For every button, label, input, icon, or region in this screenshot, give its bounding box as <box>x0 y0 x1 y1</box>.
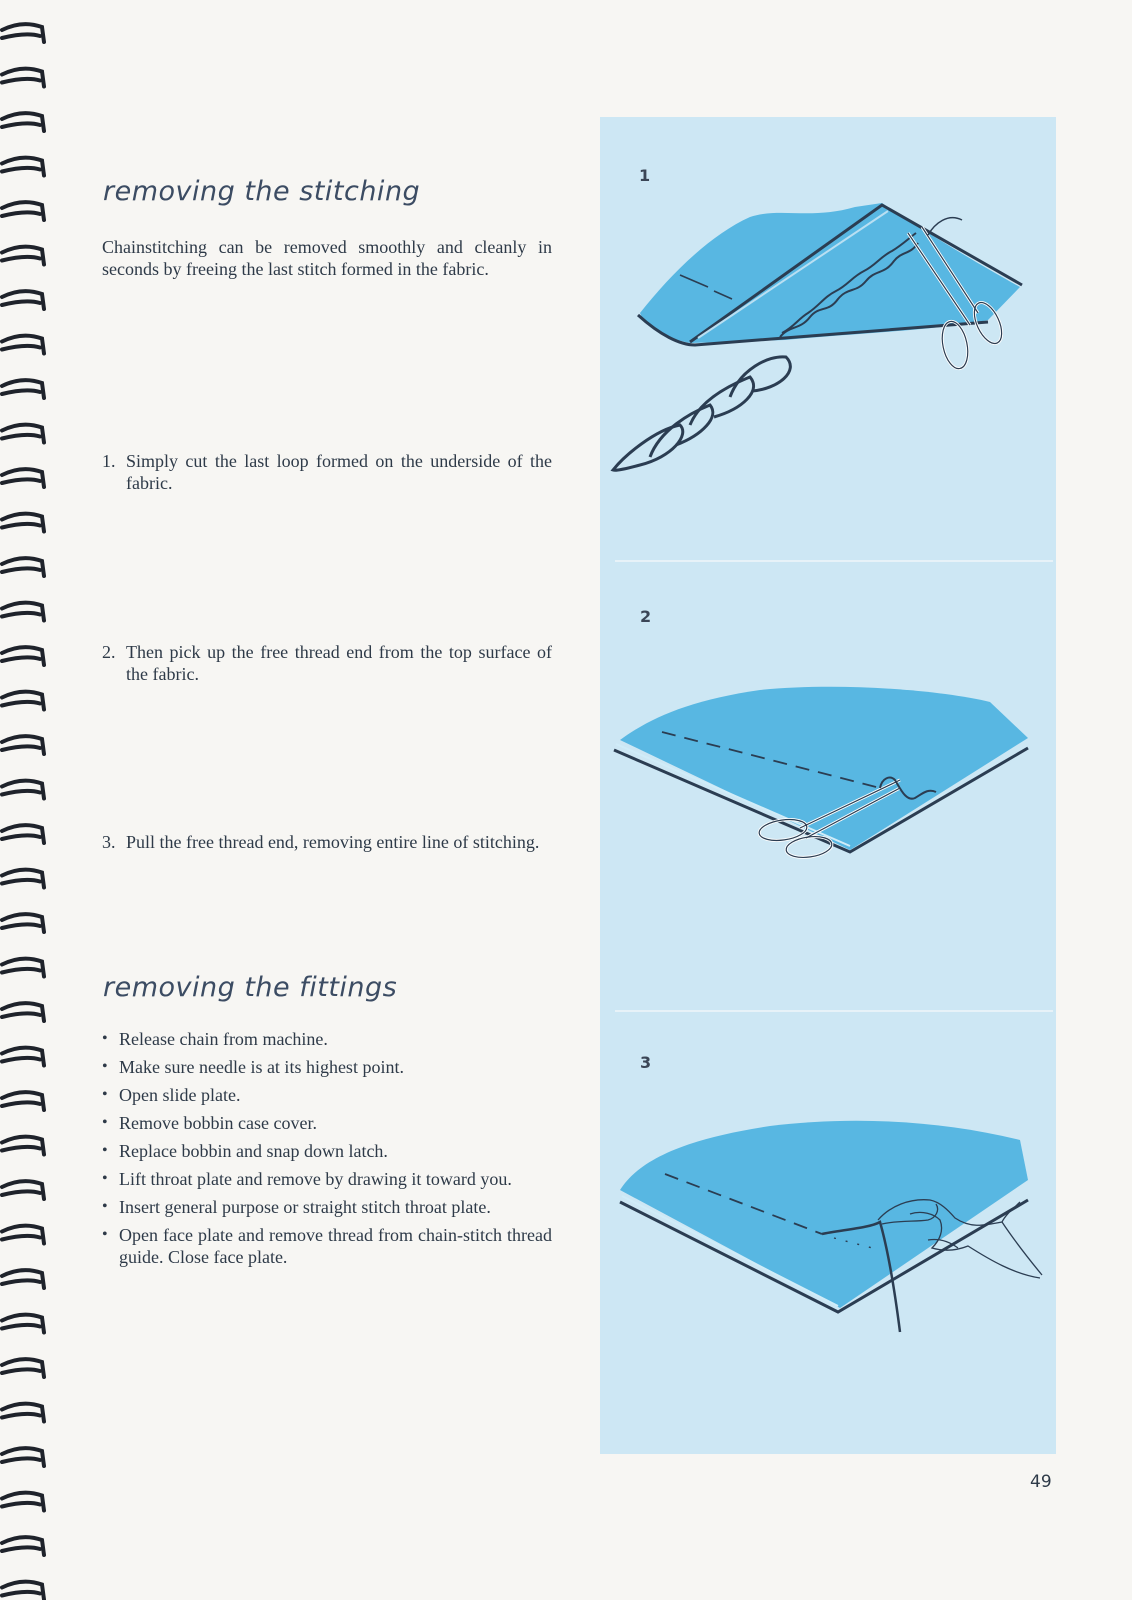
binding-coil <box>2 380 44 398</box>
binding-coil <box>2 158 44 176</box>
list-item: • Open face plate and remove thread from chain-stitch thread guide. Close face plate. <box>100 1224 552 1268</box>
binding-coil <box>2 1359 44 1377</box>
section-heading-removing-stitching: removing the stitching <box>103 176 421 207</box>
fabric-piece <box>620 1121 1028 1308</box>
binding-coil <box>2 692 44 710</box>
spiral-binding <box>0 0 64 1600</box>
list-item: • Replace bobbin and snap down latch. <box>100 1140 552 1162</box>
figure-2-label: 2 <box>640 607 652 626</box>
fabric-piece <box>640 203 1020 343</box>
list-item: • Open slide plate. <box>100 1084 552 1106</box>
binding-coil <box>2 914 44 932</box>
binding-coil <box>2 425 44 443</box>
binding-coil <box>2 202 44 220</box>
binding-coil <box>2 291 44 309</box>
binding-coil <box>2 1092 44 1110</box>
binding-coil <box>2 558 44 576</box>
panel-divider <box>615 1010 1053 1012</box>
list-item: • Lift throat plate and remove by drawing it toward you. <box>100 1168 552 1190</box>
panel-divider <box>615 560 1053 562</box>
figure-1-cut-loop-illustration <box>610 195 1050 495</box>
fabric-piece <box>620 687 1028 850</box>
step-2 <box>102 641 552 685</box>
binding-coil <box>2 1048 44 1066</box>
binding-coil <box>2 1226 44 1244</box>
section-heading-removing-fittings: removing the fittings <box>103 972 398 1003</box>
binding-coil <box>2 736 44 754</box>
step-3-text: Pull the free thread end, removing entire line of stitching. <box>126 832 540 852</box>
list-item: • Insert general purpose or straight stitch throat plate. <box>100 1196 552 1218</box>
step-3-number: 3. <box>102 832 116 852</box>
figure-2-pick-thread-illustration <box>610 680 1050 880</box>
step-2-number: 2. <box>102 642 116 662</box>
page-number: 49 <box>1030 1472 1052 1492</box>
binding-coil <box>2 825 44 843</box>
thread-loop-chain <box>613 357 790 470</box>
binding-coil <box>2 247 44 265</box>
binding-coil <box>2 113 44 131</box>
binding-coil <box>2 69 44 87</box>
binding-coil <box>2 603 44 621</box>
fittings-list <box>100 1028 552 1274</box>
binding-coil <box>2 1448 44 1466</box>
step-2-text: Then pick up the free thread end from the top surface of the fabric. <box>126 642 552 684</box>
binding-coil <box>2 1315 44 1333</box>
list-item: • Release chain from machine. <box>100 1028 552 1050</box>
binding-coil <box>2 514 44 532</box>
step-1 <box>102 450 552 494</box>
list-item: • Make sure needle is at its highest point. <box>100 1056 552 1078</box>
binding-coil <box>2 870 44 888</box>
binding-coil <box>2 1137 44 1155</box>
binding-coil <box>2 24 44 42</box>
intro-paragraph: Chainstitching can be removed smoothly and cleanly in seconds by freeing the last stitch formed in the fabric. <box>102 237 552 279</box>
figure-1-label: 1 <box>639 166 651 185</box>
binding-coil <box>2 1003 44 1021</box>
step-1-text: Simply cut the last loop formed on the underside of the fabric. <box>126 451 552 493</box>
binding-coil <box>2 959 44 977</box>
binding-coil <box>2 469 44 487</box>
binding-coil <box>2 1537 44 1555</box>
binding-coil <box>2 1404 44 1422</box>
binding-coil <box>2 781 44 799</box>
step-3 <box>102 831 552 853</box>
binding-coil <box>2 1582 44 1600</box>
binding-coil <box>2 1493 44 1511</box>
binding-coil <box>2 647 44 665</box>
list-item: • Remove bobbin case cover. <box>100 1112 552 1134</box>
binding-coil <box>2 1181 44 1199</box>
binding-coil <box>2 1270 44 1288</box>
figure-3-pull-thread-illustration <box>610 1110 1050 1340</box>
step-1-number: 1. <box>102 451 116 471</box>
figure-3-label: 3 <box>640 1053 652 1072</box>
binding-coil <box>2 336 44 354</box>
